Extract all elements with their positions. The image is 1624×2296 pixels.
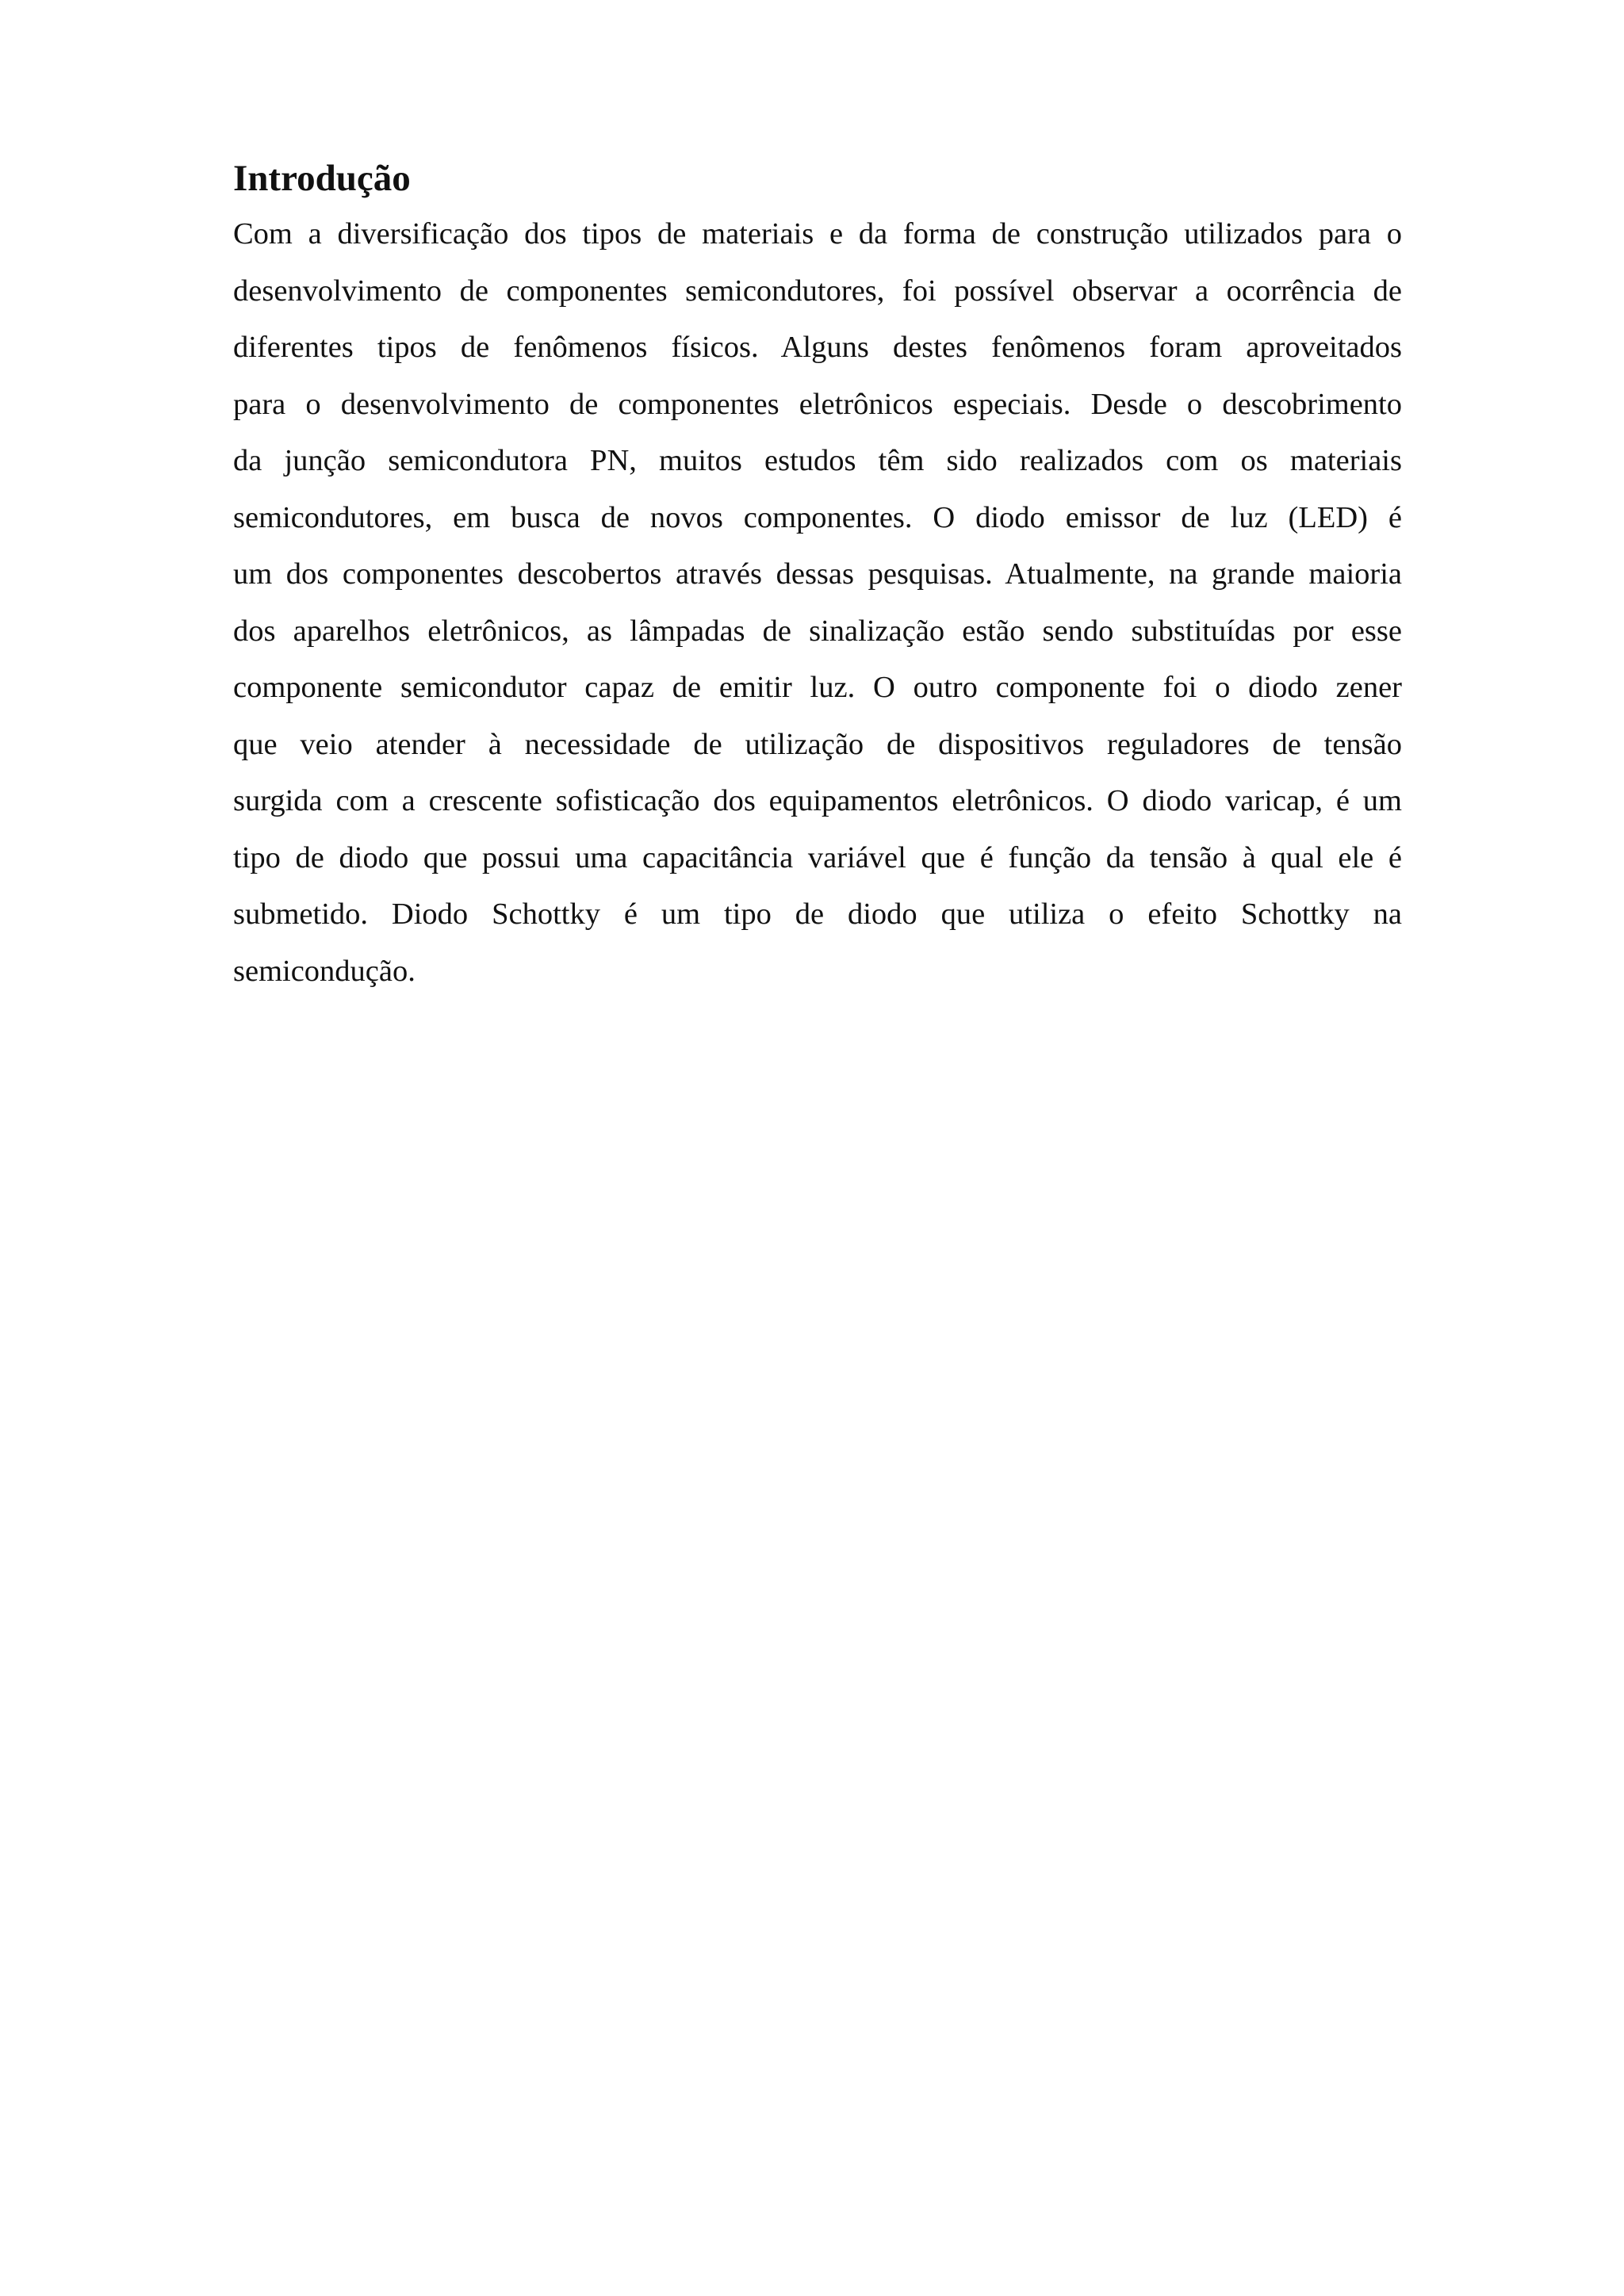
introduction-paragraph [233,206,1402,1000]
paragraph-line: diferentes tipos de fenômenos físicos. Alguns destes fenômenos foram aproveitados [233,331,1402,364]
paragraph-line: da junção semicondutora PN, muitos estudos têm sido realizados com os materiais [233,444,1402,477]
paragraph-line: surgida com a crescente sofisticação dos equipamentos eletrônicos. O diodo varicap, é um [233,784,1402,817]
paragraph-line: um dos componentes descobertos através dessas pesquisas. Atualmente, na grande maioria [233,557,1402,591]
paragraph-line: semicondutores, em busca de novos componentes. O diodo emissor de luz (LED) é [233,500,1402,534]
paragraph-line: Com a diversificação dos tipos de materiais e da forma de construção utilizados para o [233,217,1402,251]
paragraph-line: dos aparelhos eletrônicos, as lâmpadas de sinalização estão sendo substituídas por esse [233,614,1402,648]
paragraph-line: componente semicondutor capaz de emitir luz. O outro componente foi o diodo zener [233,671,1402,704]
paragraph-line: para o desenvolvimento de componentes eletrônicos especiais. Desde o descobrimento [233,387,1402,421]
paragraph-line: semicondução. [233,954,416,988]
paragraph-line: tipo de diodo que possui uma capacitância variável que é função da tensão à qual ele é [233,840,1402,874]
document-content [233,151,1402,1000]
section-heading: Introdução [233,158,411,199]
paragraph-line: submetido. Diodo Schottky é um tipo de diodo que utiliza o efeito Schottky na [233,897,1402,931]
paragraph-line: desenvolvimento de componentes semicondutores, foi possível observar a ocorrência de [233,274,1402,308]
paragraph-line: que veio atender à necessidade de utilização de dispositivos reguladores de tensão [233,727,1402,761]
